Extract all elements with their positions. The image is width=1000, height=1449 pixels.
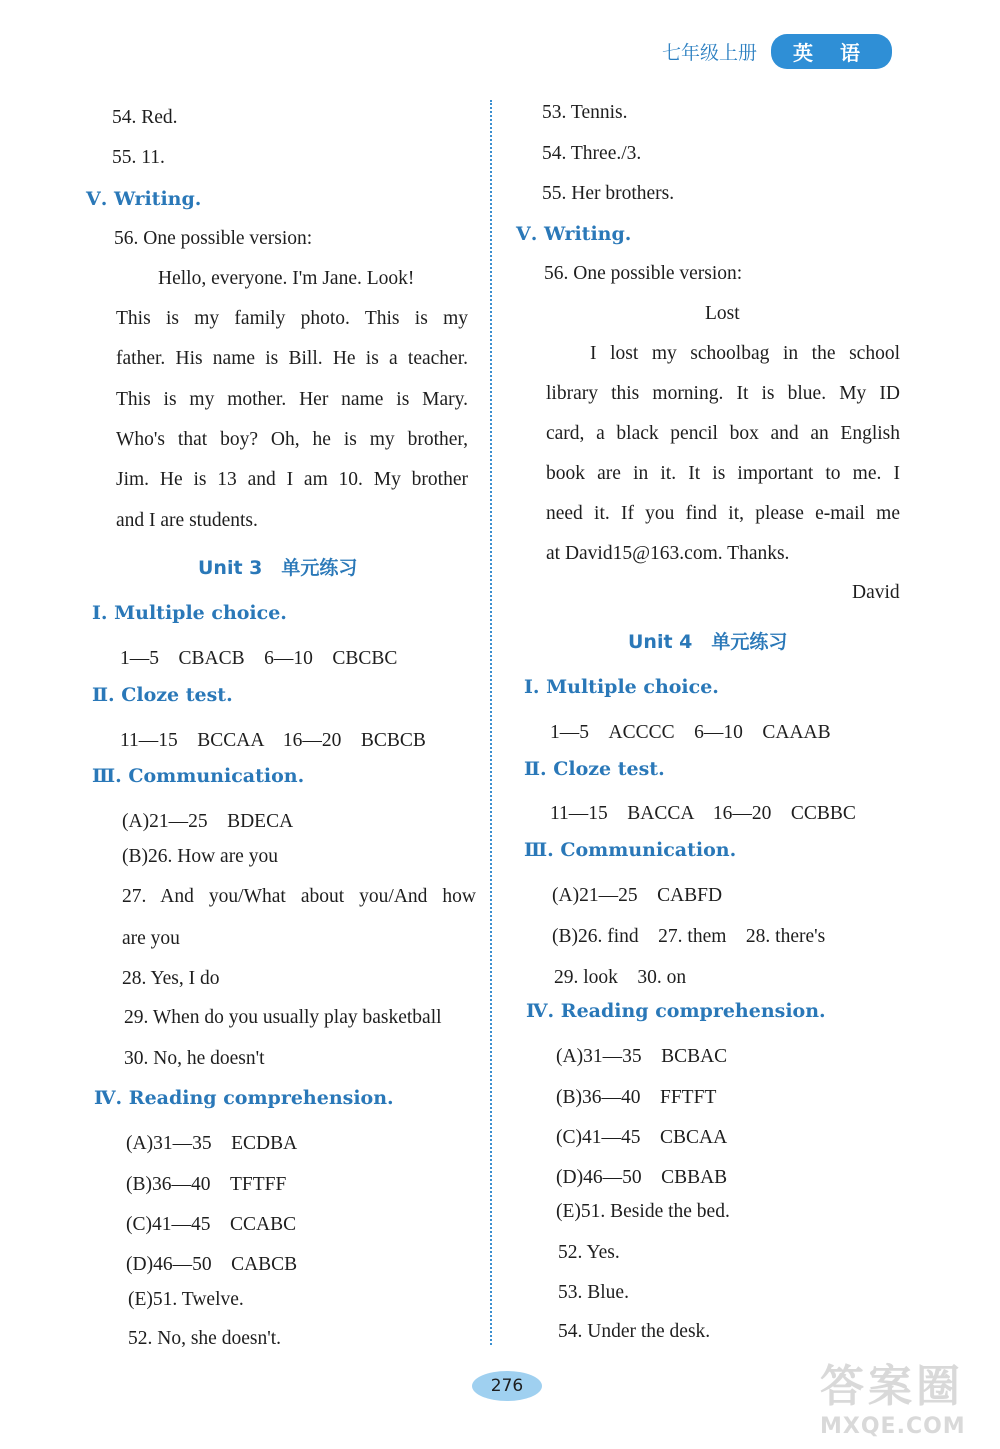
answer-line: (A)31—35 BCBAC [556, 1046, 728, 1067]
answer-line: 11—15 BCCAA 16—20 BCBCB [120, 730, 426, 751]
essay-line: library this morning. It is blue. My ID [546, 383, 900, 404]
section-heading: Ⅰ. Multiple choice. [92, 602, 287, 624]
answer-line: 29. When do you usually play basketball [124, 1007, 442, 1028]
answer-line: (B)26. find 27. them 28. there's [552, 926, 826, 947]
section-heading: Ⅴ. Writing. [86, 188, 202, 210]
watermark-url: MXQE.COM [820, 1414, 966, 1439]
section-heading: Ⅱ. Cloze test. [92, 684, 233, 706]
answer-line: (C)41—45 CCABC [126, 1214, 297, 1235]
answer-line: (B)36—40 FFTFT [556, 1087, 717, 1108]
answer-line: (E)51. Beside the bed. [556, 1201, 730, 1222]
answer-line: (E)51. Twelve. [128, 1289, 244, 1310]
answer-line: 30. No, he doesn't [124, 1048, 265, 1069]
answer-line: (D)46—50 CBBAB [556, 1167, 728, 1188]
answer-line: (B)36—40 TFTFF [126, 1174, 287, 1195]
subject-badge: 英 语 [771, 34, 892, 69]
essay-line: Hello, everyone. I'm Jane. Look! [158, 268, 415, 289]
answer-line: 52. No, she doesn't. [128, 1328, 282, 1349]
answer-line: 11—15 BACCA 16—20 CCBBC [550, 803, 856, 824]
section-heading: Ⅰ. Multiple choice. [524, 676, 719, 698]
section-heading: Ⅲ. Communication. [524, 839, 737, 861]
essay-line: at David15@163.com. Thanks. [546, 543, 790, 564]
answer-line: 28. Yes, I do [122, 968, 220, 989]
essay-signature: David [852, 582, 900, 603]
answer-line: 52. Yes. [558, 1242, 620, 1263]
watermark-logo [820, 1350, 1000, 1445]
answer-line: (A)21—25 BDECA [122, 811, 294, 832]
essay-line: I lost my schoolbag in the school [590, 343, 900, 364]
answer-line: 29. look 30. on [554, 967, 687, 988]
essay-line: and I are students. [116, 510, 258, 531]
answer-line: 1—5 ACCCC 6—10 CAAAB [550, 722, 831, 743]
essay-line: book are in it. It is important to me. I [546, 463, 900, 484]
column-divider [490, 100, 492, 1345]
unit-heading: Unit 3 单元练习 [198, 557, 358, 579]
essay-line: card, a black pencil box and an English [546, 423, 900, 444]
answer-line: 56. One possible version: [114, 228, 313, 249]
essay-line: This is my family photo. This is my [116, 308, 468, 329]
answer-line: (A)21—25 CABFD [552, 885, 723, 906]
answer-line: 55. Her brothers. [542, 183, 675, 204]
answer-line: 56. One possible version: [544, 263, 743, 284]
section-heading: Ⅳ. Reading comprehension. [94, 1087, 394, 1109]
watermark-brand: 答案圈 [820, 1361, 964, 1412]
answer-line: (D)46—50 CABCB [126, 1254, 298, 1275]
essay-title: Lost [705, 303, 740, 324]
answer-line: 27. And you/What about you/And how [122, 886, 476, 907]
answer-line: (A)31—35 ECDBA [126, 1133, 298, 1154]
answer-line: 55. 11. [112, 147, 165, 168]
section-heading: Ⅲ. Communication. [92, 765, 305, 787]
section-heading: Ⅴ. Writing. [516, 223, 632, 245]
essay-line: father. His name is Bill. He is a teacher. [116, 348, 468, 369]
answer-line: (C)41—45 CBCAA [556, 1127, 728, 1148]
page-number: 276 [472, 1371, 542, 1401]
essay-line: Who's that boy? Oh, he is my brother, [116, 429, 468, 450]
answer-line: (B)26. How are you [122, 846, 278, 867]
answer-line: are you [122, 928, 180, 949]
section-heading: Ⅱ. Cloze test. [524, 758, 665, 780]
answer-line: 53. Tennis. [542, 102, 628, 123]
essay-line: This is my mother. Her name is Mary. [116, 389, 468, 410]
essay-line: need it. If you find it, please e-mail me [546, 503, 900, 524]
essay-line: Jim. He is 13 and I am 10. My brother [116, 469, 468, 490]
unit-heading: Unit 4 单元练习 [628, 631, 788, 653]
answer-line: 54. Three./3. [542, 143, 642, 164]
page-header [662, 34, 892, 69]
grade-label: 七年级上册 [662, 42, 758, 64]
answer-line: 1—5 CBACB 6—10 CBCBC [120, 648, 398, 669]
section-heading: Ⅳ. Reading comprehension. [526, 1000, 826, 1022]
answer-line: 54. Red. [112, 107, 178, 128]
answer-line: 53. Blue. [558, 1282, 629, 1303]
answer-line: 54. Under the desk. [558, 1321, 711, 1342]
